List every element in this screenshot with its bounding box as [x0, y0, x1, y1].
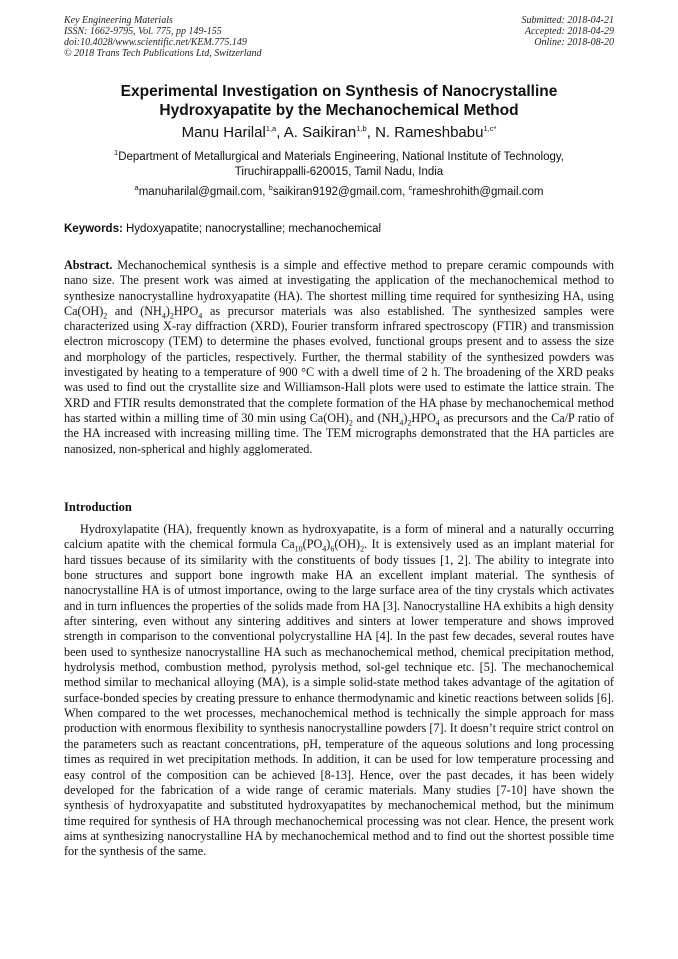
author-affiliation-marker: 1,a — [265, 124, 277, 133]
email-address[interactable]: manuharilal@gmail.com — [138, 186, 263, 198]
abstract-text: HPO — [411, 410, 436, 425]
paper-title — [64, 82, 614, 120]
author-affiliation-marker: 1,b — [356, 124, 367, 133]
abstract-text: ) — [403, 410, 408, 425]
journal-name: Key Engineering Materials — [64, 15, 173, 26]
author-affiliation-marker: 1,c* — [483, 124, 497, 133]
paper-title-line: Hydroxyapatite by the Mechanochemical Method — [159, 102, 519, 119]
subscript: 2 — [360, 544, 365, 554]
journal-doi[interactable]: doi:10.4028/www.scientific.net/KEM.775.149 — [64, 37, 247, 48]
abstract-text: and (NH — [107, 303, 162, 318]
subscript: 4 — [198, 311, 203, 321]
submitted-date: Submitted: 2018-04-21 — [521, 15, 614, 26]
subscript: 2 — [348, 418, 353, 428]
author-separator: , — [366, 124, 376, 141]
subscript: 2 — [407, 418, 412, 428]
email-separator: , — [402, 186, 409, 198]
abstract-text: ) — [165, 303, 170, 318]
section-heading-introduction: Introduction — [64, 500, 132, 514]
keywords-line — [64, 222, 614, 236]
abstract-paragraph — [64, 258, 614, 457]
paper-title-line: Experimental Investigation on Synthesis of Nanocrystalline — [120, 83, 558, 100]
email-address[interactable]: rameshrohith@gmail.com — [412, 186, 544, 198]
author-separator: , — [276, 124, 284, 141]
email-marker: c — [408, 183, 413, 193]
journal-issn: ISSN: 1662-9795, Vol. 775, pp 149-155 — [64, 26, 222, 37]
affiliation-text: Department of Metallurgical and Materials Engineering, National Institute of Technology, — [118, 151, 564, 163]
email-separator: , — [262, 186, 269, 198]
abstract-text: HPO — [173, 303, 199, 318]
subscript: 4 — [399, 418, 404, 428]
abstract-text: as precursors and the Ca/P ratio of the HA increased with increasing milling time. The TEM micrographs demonstrated that the HA particles are nanosized, non-spherical and highly agglomerated. — [64, 410, 614, 456]
subscript: 6 — [330, 544, 335, 554]
abstract-text: Mechanochemical synthesis is a simple and effective method to prepare ceramic compounds with nano size. The present work was aimed at investigating the application of the mechanochemical method to synthesize nanocrystalline hydroxyapatite (HA). The shortest milling time required for synthesizing HA, using Ca(OH) — [64, 258, 614, 318]
email-address[interactable]: saikiran9192@gmail.com — [272, 186, 403, 198]
keywords-text: Hydoxyapatite; nanocrystalline; mechanochemical — [126, 223, 382, 235]
affiliation-line: Tiruchirappalli-620015, Tamil Nadu, India — [234, 166, 444, 178]
intro-text: (OH) — [334, 537, 361, 552]
affiliation — [64, 150, 614, 180]
email-marker: a — [134, 183, 139, 193]
intro-text: (PO — [302, 537, 323, 552]
subscript: 4 — [161, 311, 166, 321]
journal-header-right — [522, 15, 615, 48]
subscript: 4 — [322, 544, 327, 554]
author-emails — [64, 185, 614, 199]
author-name: Manu Harilal — [181, 124, 266, 141]
abstract-label: Abstract. — [64, 258, 113, 272]
abstract-text: and (NH — [352, 410, 400, 425]
journal-header-left — [64, 15, 262, 59]
intro-text: ) — [326, 537, 331, 552]
intro-text: Hydroxylapatite (HA), frequently known as hydroxyapatite, is a form of mineral and a naturally occurring calcium apatite with the chemical formula Ca — [64, 522, 614, 552]
author-name: A. Saikiran — [283, 124, 357, 141]
copyright-notice: © 2018 Trans Tech Publications Ltd, Switzerland — [64, 48, 262, 59]
keywords-label: Keywords: — [64, 223, 123, 235]
email-marker: b — [268, 183, 273, 193]
introduction-paragraph — [64, 522, 614, 860]
intro-text: . It is extensively used as an implant material for hard tissues because of its similarity with the constituents of body tissues [1, 2]. The ability to integrate into bone structures and support bone ingrowth make HA an excellent implant material. The synthesis of nanocrystalline HA is of utmost importance, owing to the large surface area of the tiny crystals which activates and in turn influences the properties of the solids made from HA [3]. Nanocrystalline HA exhibits a high density after sintering, even without any sintering additives and sinters at lower temperature and shows improved strength in comparison to the conventional polycrystalline HA [4]. In the past few decades, several routes have been used to synthesize nanocrystalline HA such as mechanochemical method, chemical precipitation method, hydrolysis method, combustion method, pyrolysis method, sol-gel technique etc. [5]. The mechanochemical method similar to mechanical alloying (MA), is a simple solid-state method takes advantage of the agitation of surface-bonded species by creating pressure to enhance thermodynamic and kinetic reactions between solids [6]. When compared to the wet processes, mechanochemical method is technically the simple approach for mass production with enormous flexibility to synthesis nanocrystalline powders [7]. It doesn’t require strict control on the parameters such as reactant concentrations, pH, temperature of the aqueous solutions and long processing times as required in wet precipitation methods. In addition, it can be used for low temperature processing and easy control of the composition can be achieved [8-13]. Hence, over the past decades, it has been widely developed for the fabrication of a wide range of ceramic materials. Many studies [7-10] have shown the synthesis of hydroxyapatite and substituted hydroxyapatites by mechanochemical method, but the minimum time required for synthesis of HA through mechanochemical processing was not clear. Hence, the present work aims at synthesizing nanocrystalline HA by mechanochemical method and to find out the shortest possible time for the synthesis of the same. — [64, 537, 614, 859]
abstract-text: as precursor materials was also established. The synthesized samples were characterized using X-ray diffraction (XRD), Fourier transform infrared spectroscopy (FTIR) and transmission electron microscopy (TEM) to determine the phases evolved, functional groups present and to assess the size and morphology of the particles, respectively. Further, the thermal stability of the synthesized powders was investigated by heating to a temperature of 900 °C with a dwell time of 2 h. The broadening of the XRD peaks was used to find out the crystallite size and Williamson-Hall plots were used to estimate the lattice strain. The XRD and FTIR results demonstrated that the complete formation of the HA phase by mechanochemical method has started within a milling time of 30 min using Ca(OH) — [64, 303, 615, 425]
accepted-date: Accepted: 2018-04-29 — [524, 26, 614, 37]
author-name: N. Rameshbabu — [375, 124, 484, 141]
subscript: 4 — [435, 418, 440, 428]
affiliation-marker: 1 — [114, 148, 119, 158]
subscript: 2 — [103, 311, 108, 321]
subscript: 10 — [294, 544, 303, 554]
online-date: Online: 2018-08-20 — [534, 37, 614, 48]
affiliation-line — [64, 150, 614, 165]
author-list — [64, 124, 614, 142]
subscript: 2 — [169, 311, 174, 321]
